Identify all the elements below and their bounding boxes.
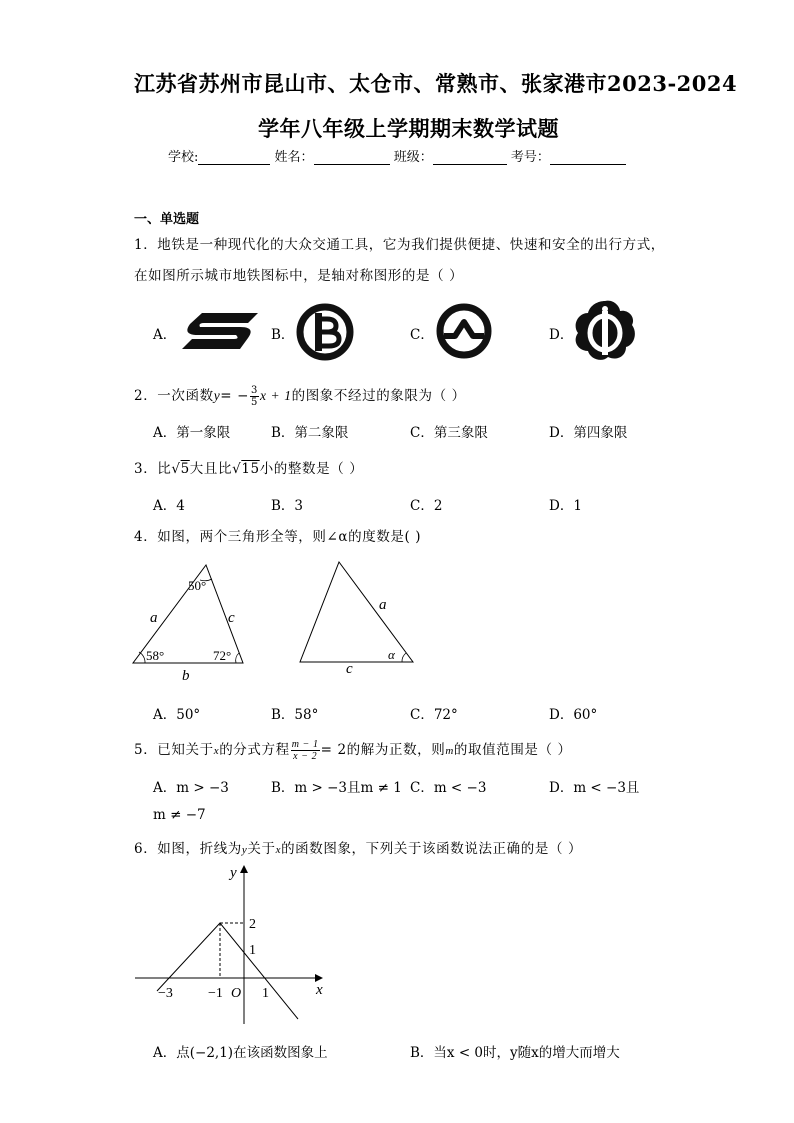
q5-option-b: B．m > −3且m ≠ 1 [271,780,402,796]
q6-y-var: y [241,844,248,856]
sqrt-icon: √ [232,461,242,477]
q6-stem [134,837,582,857]
q5-option-d-line-2: m ≠ −7 [153,807,206,823]
metro-logo-c-icon [433,300,495,362]
title-line-2: 学年八年级上学期期末数学试题 [258,116,559,141]
q3-part-1: 3．比 [134,461,172,477]
title-line-1: 江苏省苏州市昆山市、太仓市、常熟市、张家港市2023-2024 [134,71,738,96]
q1-line-1: 1．地铁是一种现代化的大众交通工具，它为我们提供便捷、快速和安全的出行方式， [134,237,665,253]
q6-option-a: A．点(−2,1)在该函数图象上 [153,1045,328,1061]
tri1-side-b: b [182,668,190,684]
q6-x-var: x [275,844,282,856]
q1-option-d-label: D． [549,327,574,343]
triangle-1 [133,565,243,684]
class-blank[interactable] [433,150,507,165]
name-label: 姓名： [274,150,314,165]
q1-option-b-label: B． [271,327,295,343]
q2-option-d: D．第四象限 [549,425,628,441]
metro-logo-a-icon [176,308,264,354]
q5-option-a: A．m > −3 [153,780,229,796]
tick-y1: 1 [249,943,256,958]
q5-denominator: x − 2 [293,751,318,762]
q2-option-a: A．第一象限 [153,425,231,441]
q2-y-var: y [213,388,221,403]
q6-part-1: 6．如图，折线为 [134,841,242,857]
metro-logo-b-icon [294,301,356,363]
q2-tail: x + 1 [259,388,292,403]
q5-part-1: 5．已知关于 [134,742,214,758]
tri1-side-c: c [228,610,235,626]
origin-label: O [231,986,242,1001]
q5-part-3: = 2的解为正数，则 [320,742,446,758]
name-blank[interactable] [314,150,390,165]
tick-neg3: −3 [158,986,173,1001]
q5-m-var: m [445,745,454,757]
q6-part-3: 的函数图象，下列关于该函数说法正确的是（ ） [281,841,583,857]
q2-option-c: C．第三象限 [410,425,488,441]
q3-option-d: D．1 [549,498,582,514]
tick-neg1: −1 [208,986,223,1001]
tri1-right-angle: 72° [213,648,232,663]
q1-line-2: 在如图所示城市地铁图标中，是轴对称图形的是（ ） [134,268,464,284]
q3-radicand-2: 15 [241,461,260,477]
broken-line [157,923,298,1019]
q6-option-b: B．当x < 0时，y随x的增大而增大 [410,1045,620,1061]
q4-triangles-figure [128,560,428,685]
q3-radicand-1: 5 [180,461,190,477]
exam-no-blank[interactable] [550,150,626,165]
y-axis-label: y [230,865,237,881]
q5-option-d-line-1: D．m < −3且 [549,780,640,796]
q5-x-var: x [213,745,220,757]
q3-stem [134,457,363,477]
q2-option-b: B．第二象限 [271,425,349,441]
tri2-angle-alpha: α [388,647,395,662]
q1-option-a-label: A． [153,327,177,343]
q5-numerator: m − 1 [291,739,319,750]
q4-option-b: B．58° [271,707,319,723]
exam-no-label: 考号： [510,150,550,165]
student-info-line [168,146,626,165]
q5-stem [134,738,572,762]
q2-fraction [250,385,259,408]
q6-part-2: 关于 [247,841,276,857]
q2-suffix: 的图象不经过的象限为（ ） [291,388,466,404]
q3-option-a: A．4 [153,498,185,514]
tick-1: 1 [262,986,269,1001]
x-axis-label: x [316,982,323,998]
q5-option-c: C．m < −3 [410,780,487,796]
q2-prefix: 2．一次函数 [134,388,214,404]
tri1-side-a: a [150,610,158,626]
q2-stem [134,384,466,408]
q4-option-a: A．50° [153,707,201,723]
q6-function-graph [130,862,340,1032]
q2-denominator: 5 [251,397,258,408]
q4-option-d: D．60° [549,707,598,723]
q1-option-c-label: C． [410,327,434,343]
class-label: 班级： [393,150,433,165]
q3-part-3: 小的整数是（ ） [259,461,364,477]
q3-option-b: B．3 [271,498,304,514]
school-blank[interactable] [198,150,270,165]
q2-numerator: 3 [251,385,258,396]
q5-part-2: 的分式方程 [219,742,290,758]
section-heading: 一、单选题 [134,212,200,227]
tri1-left-angle: 58° [146,648,165,663]
sqrt-icon: √ [171,461,181,477]
q4-option-c: C．72° [410,707,458,723]
tri1-top-angle: 50° [188,578,207,593]
triangle-2 [300,562,413,677]
q3-part-2: 大且比 [189,461,233,477]
tri2-side-c: c [346,661,353,677]
q3-option-c: C．2 [410,498,443,514]
q2-eq: = − [220,388,250,404]
q5-part-4: 的取值范围是（ ） [453,742,572,758]
tri2-side-a: a [379,597,387,613]
q4-stem: 4．如图，两个三角形全等，则∠α的度数是( ) [134,529,422,545]
school-label: 学校: [168,150,199,165]
metro-logo-d-icon [570,297,640,365]
tick-y2: 2 [249,917,256,932]
q5-fraction [291,739,320,762]
